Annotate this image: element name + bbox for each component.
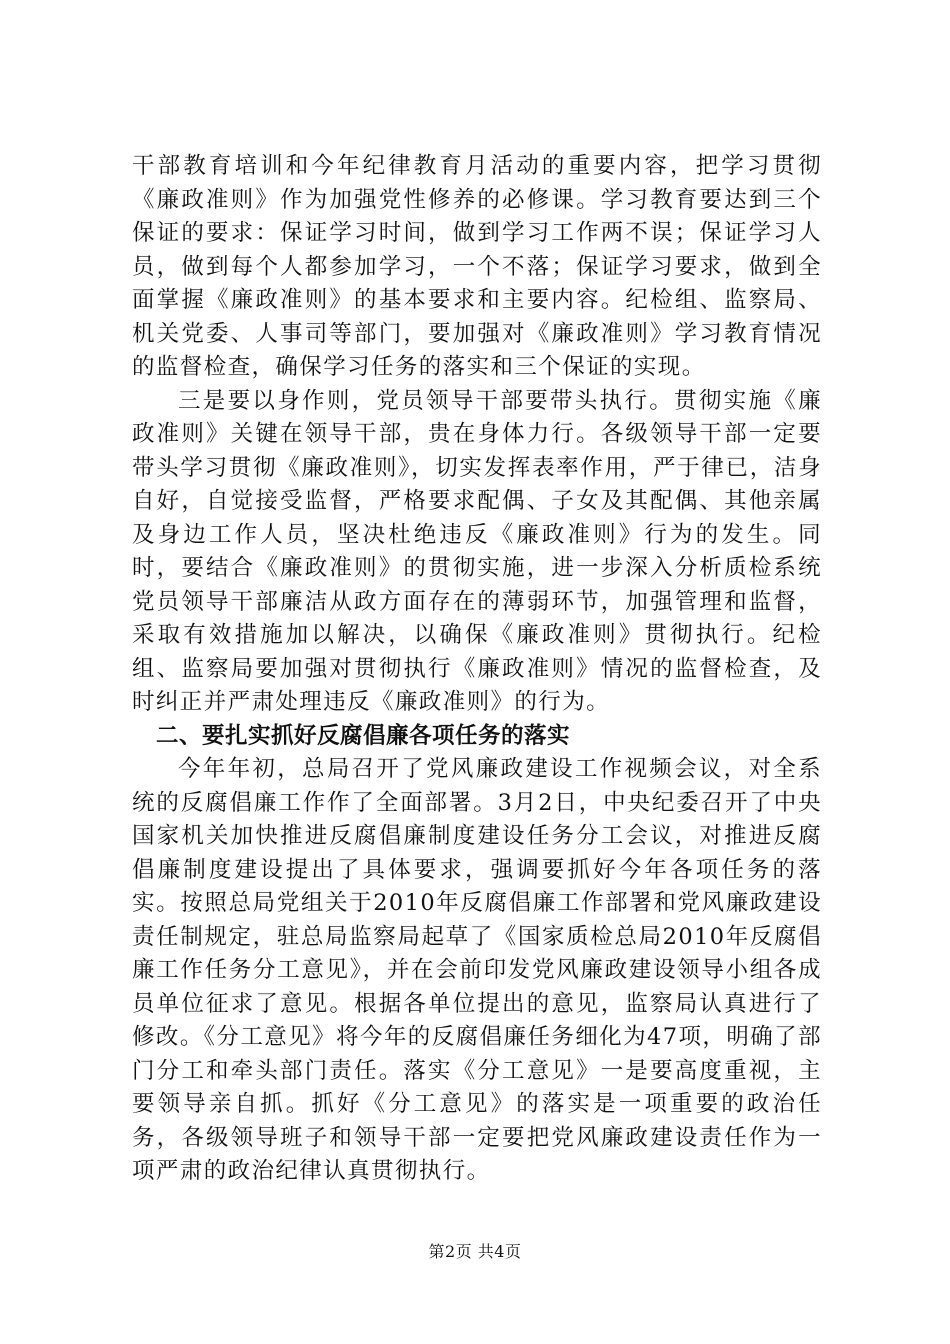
- paragraph-continued: 干部教育培训和今年纪律教育月活动的重要内容，把学习贯彻《廉政准则》作为加强党性修养的必修课。学习教育要达到三个保证的要求：保证学习时间，做到学习工作两不误；保证学习人员，做到每个人都参加学习，一个不落；保证学习要求，做到全面掌握《廉政准则》的基本要求和主要内容。纪检组、监察局、机关党委、人事司等部门，要加强对《廉政准则》学习教育情况的监督检查，确保学习任务的落实和三个保证的实现。: [132, 153, 822, 380]
- paragraph-lead-by-example: 三是要以身作则，党员领导干部要带头执行。贯彻实施《廉政准则》关键在领导干部，贵在身体力行。各级领导干部一定要带头学习贯彻《廉政准则》，切实发挥表率作用，严于律已，洁身自好，自觉接受监督，严格要求配偶、子女及其配偶、其他亲属及身边工作人员，坚决杜绝违反《廉政准则》行为的发生。同时，要结合《廉政准则》的贯彻实施，进一步深入分析质检系统党员领导干部廉洁从政方面存在的薄弱环节，加强管理和监督，采取有效措施加以解决，以确保《廉政准则》贯彻执行。纪检组、监察局要加强对贯彻执行《廉政准则》情况的监督检查，及时纠正并严肃处理违反《廉政准则》的行为。: [132, 387, 822, 715]
- section-heading: 二、要扎实抓好反腐倡廉各项任务的落实: [156, 722, 571, 749]
- paragraph-task-implementation: 今年年初，总局召开了党风廉政建设工作视频会议，对全系统的反腐倡廉工作作了全面部署。3月2日，中央纪委召开了中央国家机关加快推进反腐倡廉制度建设任务分工会议，对推进反腐倡廉制度建设提出了具体要求，强调要抓好今年各项任务的落实。按照总局党组关于2010年反腐倡廉工作部署和党风廉政建设责任制规定，驻总局监察局起草了《国家质检总局2010年反腐倡廉工作任务分工意见》，并在会前印发党风廉政建设领导小组各成员单位征求了意见。根据各单位提出的意见，监察局认真进行了修改。《分工意见》将今年的反腐倡廉任务细化为47项，明确了部门分工和牵头部门责任。落实《分工意见》一是要高度重视，主要领导亲自抓。抓好《分工意见》的落实是一项重要的政治任务，各级领导班子和领导干部一定要把党风廉政建设责任作为一项严肃的政治纪律认真贯彻执行。: [132, 756, 822, 1184]
- document-body: [132, 150, 822, 1189]
- page-footer: 第2页 共4页: [428, 1242, 522, 1261]
